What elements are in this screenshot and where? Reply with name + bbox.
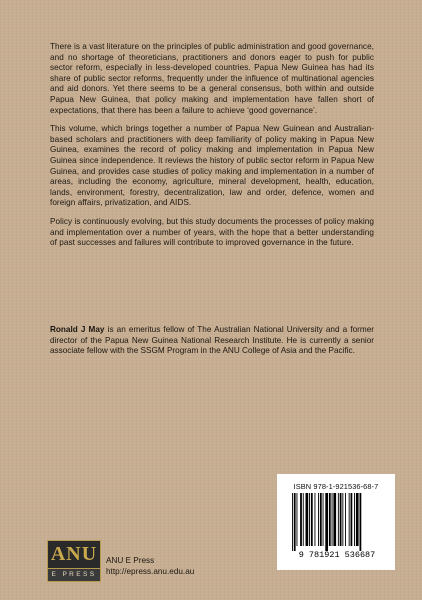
- barcode-bar: [349, 493, 350, 546]
- barcode-bar: [320, 493, 322, 546]
- publisher-url: http://epress.anu.edu.au: [106, 567, 195, 576]
- barcode-bar: [333, 493, 336, 546]
- barcode-bar: [340, 493, 342, 546]
- isbn-label: ISBN 978-1-921536-68-7: [293, 482, 379, 491]
- anu-logo: [47, 540, 101, 582]
- barcode-bar: [297, 493, 298, 546]
- barcode-bar: [332, 493, 333, 546]
- isbn-barcode-box: [277, 474, 395, 570]
- barcode-bar: [309, 493, 310, 546]
- publisher-name: ANU E Press: [106, 556, 155, 565]
- barcode-bar: [300, 493, 302, 546]
- barcode-bar: [292, 493, 293, 551]
- barcode: [288, 493, 386, 559]
- barcode-bar: [342, 493, 343, 546]
- barcode-bar: [311, 493, 313, 546]
- barcode-bar: [323, 493, 324, 546]
- barcode-bar: [294, 493, 296, 551]
- author-bio: [50, 325, 374, 357]
- barcode-bar: [356, 493, 359, 546]
- author-name: Ronald J May: [50, 325, 105, 334]
- blurb-paragraph-3: Policy is continuously evolving, but this study documents the processes of policy making and implementation over a number of years, with the hope that a better understanding of past successes and failures will contribute to improved governance in the future.: [50, 216, 374, 248]
- barcode-bar: [329, 493, 331, 546]
- barcode-bar: [360, 493, 362, 551]
- barcode-bar: [318, 493, 319, 546]
- blurb-paragraph-1: There is a vast literature on the principles of public administration and good governance, and no shortage of theoreticians, practitioners and donors eager to push for public sector reform, especially in less-developed countries. Papua New Guinea has had its share of public sector reforms, frequently under the influence of multinational agencies and aid donors. Yet there seems to be a general consensus, both within and outside Papua New Guinea, that policy making and implementation have fallen short of expectations, that there has been a failure to achieve ‘good governance’.: [50, 42, 374, 115]
- barcode-bar: [354, 493, 355, 546]
- barcode-bar: [351, 493, 353, 546]
- author-bio-text: is an emeritus fellow of The Australian National University and a former director of the Papua New Guinea National Research Institute. He is currently a senior associate fellow with the SSGM Program in the ANU College of Asia and the Pacific.: [50, 325, 374, 356]
- barcode-bar: [338, 493, 339, 546]
- barcode-bar: [306, 493, 309, 546]
- barcode-digits: 9 781921 536687: [298, 550, 376, 559]
- barcode-bar: [303, 493, 304, 546]
- blurb-paragraph-2: This volume, which brings together a number of Papua New Guinean and Australian-based scholars and practitioners with deep familiarity of policy making in Papua New Guinea, examines the record of policy making and implementation in Papua New Guinea since independence. It reviews the history of public sector reform in Papua New Guinea, and provides case studies of policy making and implementation in a number of areas, including the economy, agriculture, mineral development, health, education, lands, environment, forestry, decentralization, law and order, defence, women and foreign affairs, privatization, and AIDS.: [50, 124, 374, 208]
- logo-anu-text: ANU: [50, 543, 98, 565]
- barcode-bar: [325, 493, 328, 551]
- blurb-text: [50, 42, 374, 257]
- barcode-bar: [345, 493, 346, 546]
- publisher-info: [106, 555, 194, 577]
- logo-epress-text: E PRESS: [48, 568, 100, 581]
- barcode-bar: [315, 493, 316, 546]
